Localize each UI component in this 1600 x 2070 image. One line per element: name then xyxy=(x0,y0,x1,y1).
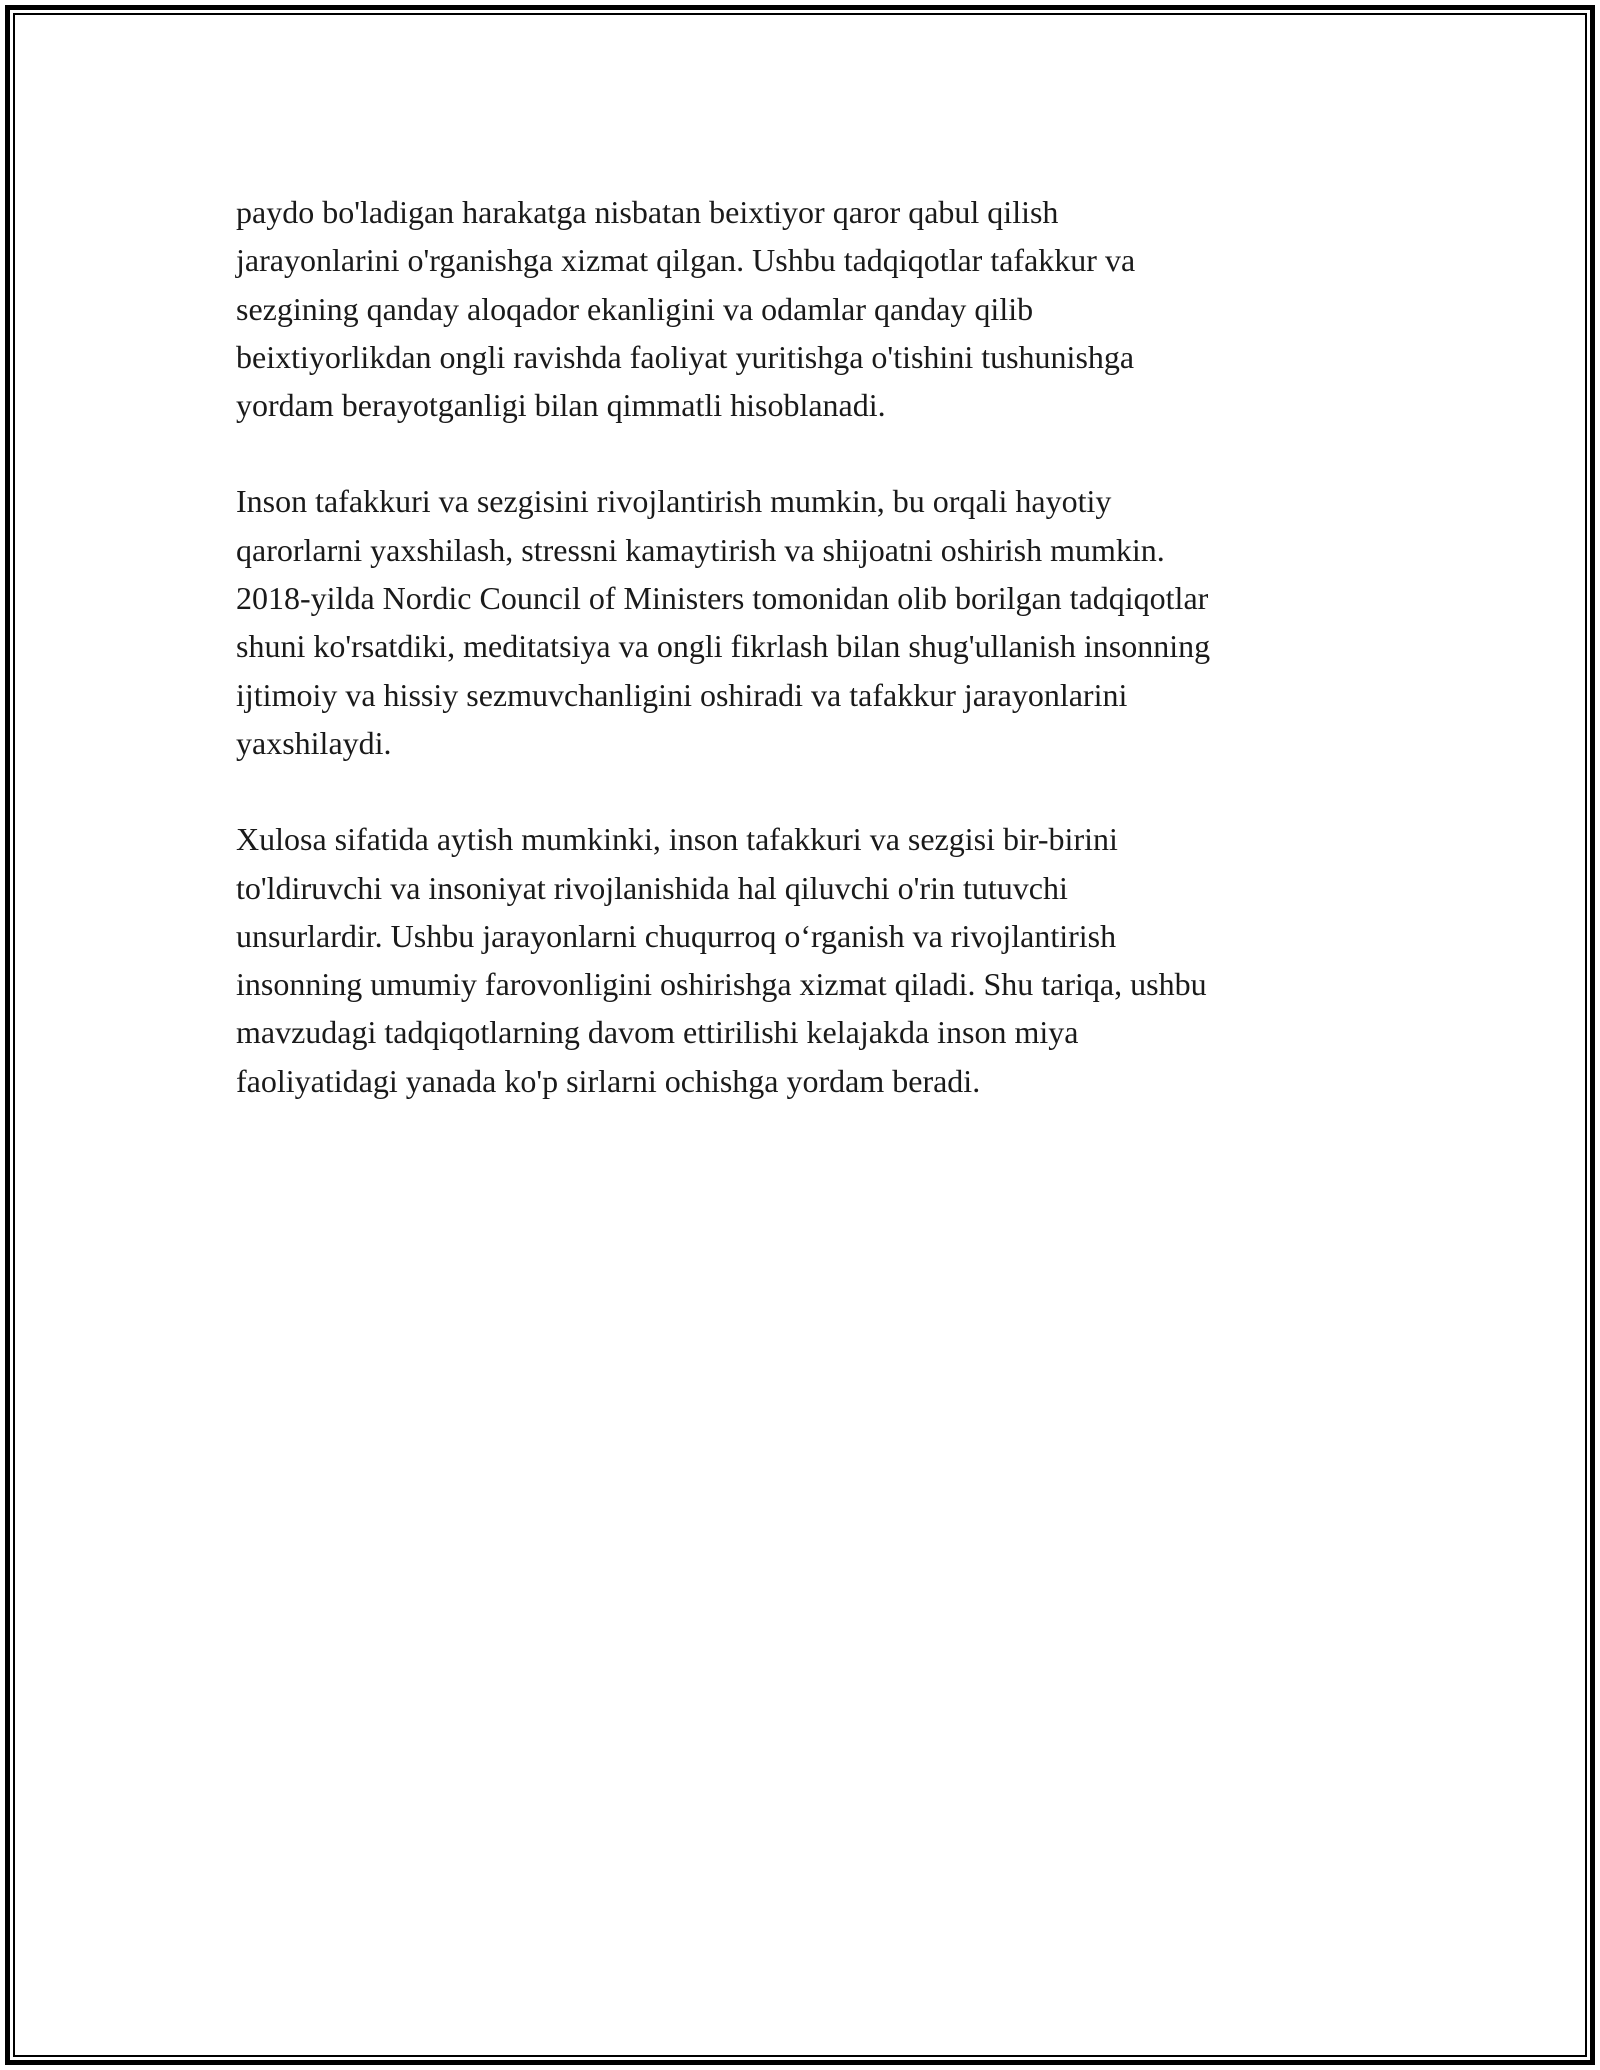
paragraph-1 xyxy=(236,188,1366,429)
text-line: Inson tafakkuri va sezgisini rivojlantirish mumkin, bu orqali hayotiy xyxy=(236,483,1112,520)
text-line: paydo bo'ladigan harakatga nisbatan beixtiyor qaror qabul qilish xyxy=(236,194,1059,230)
paragraph-3 xyxy=(236,815,1366,1105)
text-line: faoliyatidagi yanada ko'p sirlarni ochishga yordam beradi. xyxy=(236,1062,981,1099)
text-line: beixtiyorlikdan ongli ravishda faoliyat yuritishga o'tishini tushunishga xyxy=(236,338,1135,375)
text-line: ijtimoiy va hissiy sezmuvchanligini oshiradi va tafakkur jarayonlarini xyxy=(236,676,1128,713)
text-line: to'ldiruvchi va insoniyat rivojlanishida hal qiluvchi o'rin tutuvchi xyxy=(236,869,1068,906)
text-line: insonning umumiy farovonligini oshirishga xizmat qiladi. Shu tariqa, ushbu xyxy=(236,966,1207,1003)
text-line: jarayonlarini o'rganishga xizmat qilgan. Ushbu tadqiqotlar tafakkur va xyxy=(236,242,1136,279)
text-line: mavzudagi tadqiqotlarning davom ettirilishi kelajakda inson miya xyxy=(236,1014,1079,1051)
text-line: sezgining qanday aloqador ekanligini va odamlar qanday qilib xyxy=(236,290,1034,327)
paragraph-2 xyxy=(236,477,1366,767)
document-body xyxy=(236,188,1366,1153)
text-line: qarorlarni yaxshilash, stressni kamaytirish va shijoatni oshirish mumkin. xyxy=(236,531,1165,568)
text-line: 2018-yilda Nordic Council of Ministers tomonidan olib borilgan tadqiqotlar xyxy=(236,580,1209,617)
text-line: yordam berayotganligi bilan qimmatli hisoblanadi. xyxy=(236,387,886,424)
text-line: unsurlardir. Ushbu jarayonlarni chuqurroq o‘rganish va rivojlantirish xyxy=(236,917,1117,954)
text-line: yaxshilaydi. xyxy=(236,724,392,761)
text-line: shuni ko'rsatdiki, meditatsiya va ongli fikrlash bilan shug'ullanish insonning xyxy=(236,628,1211,665)
text-line: Xulosa sifatida aytish mumkinki, inson tafakkuri va sezgisi bir-birini xyxy=(236,821,1118,858)
